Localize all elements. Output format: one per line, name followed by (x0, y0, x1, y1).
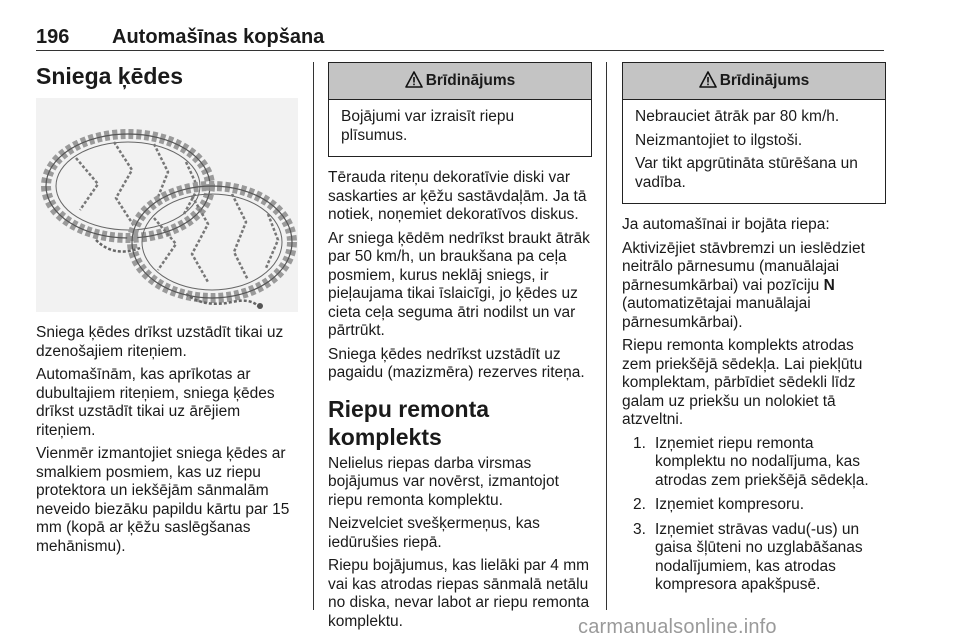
warning-box (328, 62, 592, 157)
warning-header (329, 63, 591, 100)
warning-text: Bojājumi var izraisīt riepu plīsumus. (341, 108, 515, 144)
warning-header (623, 63, 885, 100)
paragraph-text: (automatizētajai manuālajai pārnesumkārbai). (622, 295, 811, 331)
column-3 (622, 62, 886, 601)
header-rule (36, 50, 884, 51)
warning-body (623, 100, 885, 203)
paragraph (622, 240, 886, 333)
column-divider (606, 62, 607, 610)
snow-chains-illustration (36, 98, 298, 312)
column-2 (328, 62, 592, 636)
step-number: 2. (633, 496, 646, 513)
warning-box (622, 62, 886, 204)
warning-title: Brīdinājums (425, 72, 516, 89)
section-heading-tyre-repair-kit: Riepu remonta komplekts (328, 395, 490, 450)
step-text: Izņemiet kompresoru. (655, 496, 805, 513)
paragraph: Neizvelciet svešķermeņus, kas iedūrušies riepā. (328, 515, 540, 551)
paragraph: Riepu remonta komplekts atrodas zem priekšējā sēdekļa. Lai piekļūtu komplektam, pārbīdiet sēdekli līdz galam uz priekšu un nolokiet tā atzveltni. (622, 337, 863, 428)
steps-list (622, 435, 886, 595)
warning-body (329, 100, 591, 156)
column-1 (36, 62, 298, 561)
warning-triangle-icon (699, 66, 717, 102)
snow-chains-drawing (36, 98, 298, 312)
paragraph: Vienmēr izmantojiet sniega ķēdes ar smalkiem posmiem, kas uz riepu protektora un iekšējām sānmalām neveido biezāku papildu kārtu par 15 mm (kopā ar ķēžu saslēgšanas mehānismu). (36, 445, 290, 555)
step-number: 1. (633, 434, 646, 452)
paragraph: Ar sniega ķēdēm nedrīkst braukt ātrāk par 50 km/h, un braukšana pa ceļa posmiem, kurus neklāj sniegs, ir pieļaujama tikai īslaicīgi, jo ķēdes uz cieta ceļa seguma ātri nodilst un var pārtrūkt. (328, 229, 590, 339)
paragraph: Nelielus riepas darba virsmas bojājumus var novērst, izmantojot riepu remonta komplektu. (328, 454, 559, 509)
paragraph: Automašīnām, kas aprīkotas ar dubultajiem riteņiem, sniega ķēdes drīkst uzstādīt tikai uz ārējiem riteņiem. (36, 366, 275, 439)
paragraph: Ja automašīnai ir bojāta riepa: (622, 216, 830, 233)
paragraph: Tērauda riteņu dekoratīvie diski var saskarties ar ķēžu sastāvdaļām. Ja tā notiek, noņemiet dekoratīvos diskus. (328, 169, 587, 223)
warning-triangle-icon (405, 66, 423, 102)
list-item (622, 496, 886, 515)
paragraph: Sniega ķēdes drīkst uzstādīt tikai uz dzenošajiem riteņiem. (36, 324, 284, 360)
list-item (622, 521, 886, 595)
column-divider (313, 62, 314, 610)
step-text: Izņemiet strāvas vadu(-us) un gaisa šļūteni no uzglabāšanas nodalījumiem, kas atrodas kompresora apakšpusē. (655, 520, 863, 593)
page-header (36, 22, 884, 52)
warning-line: Neizmantojiet to ilgstoši. (635, 131, 803, 149)
running-title: Automašīnas kopšana (112, 26, 325, 48)
warning-line: Nebrauciet ātrāk par 80 km/h. (635, 108, 840, 125)
warning-line: Var tikt apgrūtināta stūrēšana un vadība. (635, 155, 858, 191)
warning-title: Brīdinājums (719, 72, 810, 89)
paragraph-text: Aktivizējiet stāvbremzi un ieslēdziet neitrālo pārnesumu (manuālajai pārnesumkārbai) vai pozīciju (622, 239, 865, 294)
list-item (622, 435, 886, 491)
gear-position-n: N (823, 276, 835, 294)
section-heading-snow-chains: Sniega ķēdes (36, 63, 184, 89)
paragraph: Sniega ķēdes nedrīkst uzstādīt uz pagaidu (mazizmēra) rezerves riteņa. (328, 345, 585, 381)
step-number: 3. (633, 520, 646, 538)
step-text: Izņemiet riepu remonta komplektu no nodalījuma, kas atrodas zem priekšējā sēdekļa. (655, 434, 869, 489)
watermark: carmanualsonline.info (578, 616, 777, 638)
page-number: 196 (36, 26, 70, 48)
paragraph: Riepu bojājumus, kas lielāki par 4 mm vai kas atrodas riepas sānmalā netālu no diska, nevar labot ar riepu remonta komplektu. (328, 557, 590, 630)
